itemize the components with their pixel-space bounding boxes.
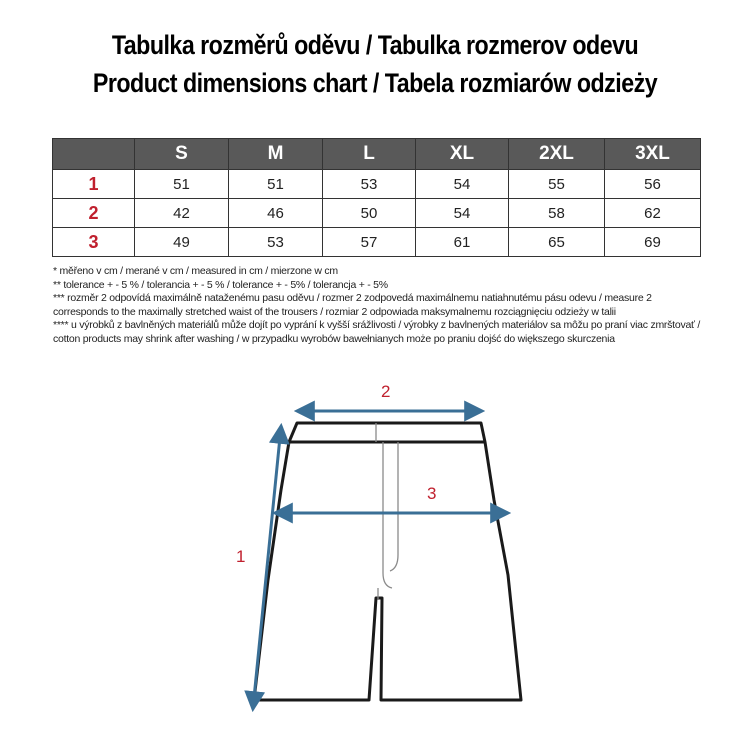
table-cell: 50 (323, 199, 416, 228)
title-line-1: Tabulka rozměrů oděvu / Tabulka rozmerov odevu (111, 30, 639, 60)
table-cell: 51 (229, 170, 323, 199)
table-cell: 49 (135, 228, 229, 257)
table-cell: 65 (509, 228, 605, 257)
measure-1-label: 1 (236, 547, 246, 566)
table-row-1 (53, 170, 701, 199)
size-header-s: S (135, 139, 229, 170)
size-header-row (53, 139, 701, 170)
table-cell: 61 (416, 228, 509, 257)
table-corner-cell (53, 139, 135, 170)
table-row-2 (53, 199, 701, 228)
table-cell: 57 (323, 228, 416, 257)
row-label-1: 1 (53, 170, 135, 199)
shorts-diagram (0, 370, 750, 750)
size-header-2xl: 2XL (509, 139, 605, 170)
table-cell: 46 (229, 199, 323, 228)
size-header-l: L (323, 139, 416, 170)
table-cell: 54 (416, 199, 509, 228)
size-header-3xl: 3XL (605, 139, 701, 170)
row-label-3: 3 (53, 228, 135, 257)
table-cell: 54 (416, 170, 509, 199)
table-cell: 69 (605, 228, 701, 257)
table-cell: 56 (605, 170, 701, 199)
table-row-3 (53, 228, 701, 257)
table-cell: 53 (323, 170, 416, 199)
footnote-measured: * měřeno v cm / merané v cm / measured in cm / mierzone w cm (53, 265, 338, 277)
footnote-tolerance: ** tolerance + - 5 % / tolerancia + - 5 % / tolerance + - 5% / tolerancja + - 5% (53, 278, 388, 291)
size-table (52, 138, 701, 257)
measure-3-label: 3 (427, 484, 437, 503)
footnote-cotton: **** u výrobků z bavlněných materiálů může dojít po vyprání k vyšší srážlivosti / výrobky z bavlnených materiálov sa môžu po praní viac zmrštovať / cotton products may shrink after washing / w przypadku wyrobów bawełnianych może po praniu dojść do większego skurczenia (53, 319, 701, 345)
table-cell: 42 (135, 199, 229, 228)
footnote-measure-2: *** rozměr 2 odpovídá maximálně nataženému pasu oděvu / rozmer 2 zodpovedá maximálnemu natiahnutému pásu odevu / measure 2 corresponds to the maximally stretched waist of the trousers / rozmiar 2 odpowiada maksymalnemu rozciągnięciu odzieży w talii (53, 292, 652, 318)
table-cell: 51 (135, 170, 229, 199)
shorts-outline (254, 423, 521, 700)
footnotes (53, 265, 703, 347)
table-cell: 58 (509, 199, 605, 228)
table-cell: 53 (229, 228, 323, 257)
size-header-m: M (229, 139, 323, 170)
size-header-xl: XL (416, 139, 509, 170)
row-label-2: 2 (53, 199, 135, 228)
chart-header (0, 26, 750, 102)
measure-2-label: 2 (381, 382, 391, 401)
table-cell: 62 (605, 199, 701, 228)
title-line-2: Product dimensions chart / Tabela rozmiarów odzieży (92, 68, 658, 98)
table-cell: 55 (509, 170, 605, 199)
